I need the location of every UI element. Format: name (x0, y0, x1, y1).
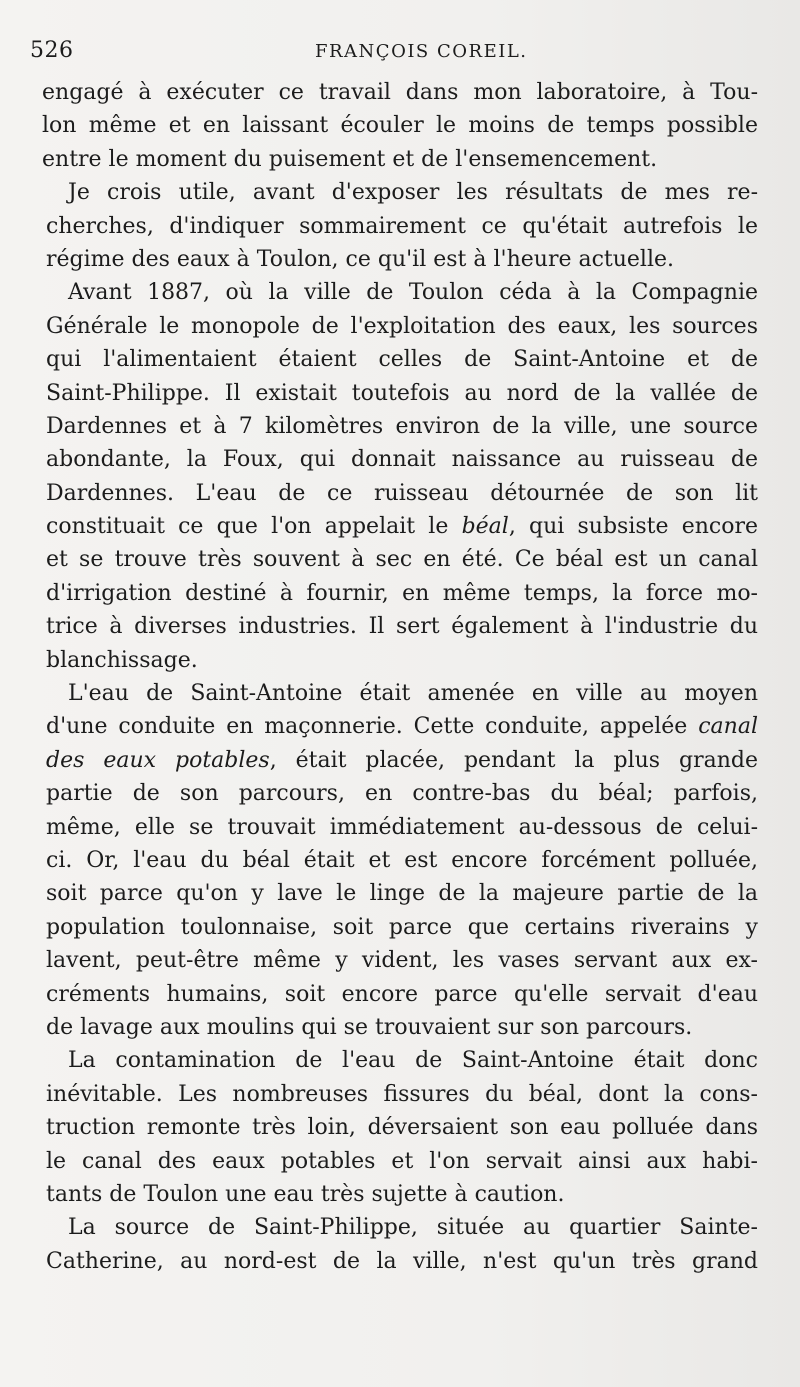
text-line: d'irrigation destiné à fournir, en même temps, la force mo- (46, 580, 758, 606)
page-number: 526 (30, 38, 74, 63)
text-line (46, 510, 758, 543)
text-line (46, 710, 758, 743)
text-line: même, elle se trouvait immédiatement au-dessous de celui- (46, 814, 758, 840)
running-head: FRANÇOIS COREIL. (315, 41, 528, 62)
text-line: Avant 1887, où la ville de Toulon céda à la Compagnie (68, 280, 758, 306)
italic-term: canal (698, 714, 758, 740)
text-line: entre le moment du puisement et de l'ensemencement. (42, 146, 658, 172)
page-header (30, 38, 770, 68)
italic-term: des eaux potables (46, 747, 270, 773)
text-line: de lavage aux moulins qui se trouvaient sur son parcours. (46, 1014, 693, 1040)
text-line: Catherine, au nord-est de la ville, n'est qu'un très grand (46, 1248, 758, 1274)
text-line: tants de Toulon une eau très sujette à caution. (46, 1181, 565, 1207)
text-segment: , qui subsiste encore (508, 514, 758, 540)
text-line: La source de Saint-Philippe, située au quartier Sainte- (68, 1215, 758, 1241)
text-line: régime des eaux à Toulon, ce qu'il est à l'heure actuelle. (46, 246, 675, 272)
text-line: Dardennes. L'eau de ce ruisseau détournée de son lit (46, 480, 758, 506)
text-line: La contamination de l'eau de Saint-Antoine était donc (68, 1048, 758, 1074)
text-line: et se trouve très souvent à sec en été. Ce béal est un canal (46, 547, 758, 573)
text-line: soit parce qu'on y lave le linge de la majeure partie de la (46, 881, 758, 907)
text-line: Générale le monopole de l'exploitation des eaux, les sources (46, 313, 758, 339)
text-line: qui l'alimentaient étaient celles de Saint-Antoine et de (46, 347, 758, 373)
text-line: Saint-Philippe. Il existait toutefois au nord de la vallée de (46, 380, 758, 406)
text-line: truction remonte très loin, déversaient son eau polluée dans (46, 1115, 758, 1141)
text-line: L'eau de Saint-Antoine était amenée en ville au moyen (68, 681, 758, 707)
text-line: inévitable. Les nombreuses fissures du béal, dont la cons- (46, 1081, 758, 1107)
text-segment: d'une conduite en maçonnerie. Cette conduite, appelée (46, 714, 688, 740)
text-line: le canal des eaux potables et l'on servait ainsi aux habi- (46, 1148, 758, 1174)
body-text (42, 76, 758, 1278)
text-line: population toulonnaise, soit parce que certains riverains y (46, 914, 758, 940)
text-line: cherches, d'indiquer sommairement ce qu'était autrefois le (46, 213, 758, 239)
text-line: engagé à exécuter ce travail dans mon laboratoire, à Tou- (42, 80, 758, 105)
text-line: trice à diverses industries. Il sert également à l'industrie du (46, 614, 758, 640)
italic-term: béal (461, 514, 509, 540)
text-line: partie de son parcours, en contre-bas du béal; parfois, (46, 781, 758, 807)
text-segment: , était placée, pendant la plus grande (269, 747, 758, 773)
text-line: abondante, la Foux, qui donnait naissance au ruisseau de (46, 447, 758, 473)
text-line: Dardennes et à 7 kilomètres environ de la ville, une source (46, 413, 758, 439)
text-line: ci. Or, l'eau du béal était et est encore forcément polluée, (46, 847, 758, 873)
text-line: lavent, peut-être même y vident, les vases servant aux ex- (46, 948, 758, 974)
text-line (46, 744, 758, 777)
text-segment: constituait ce que l'on appelait le (46, 514, 449, 540)
text-line: lon même et en laissant écouler le moins de temps possible (42, 113, 758, 139)
text-line: blanchissage. (46, 647, 198, 673)
text-line: créments humains, soit encore parce qu'elle servait d'eau (46, 981, 758, 1007)
text-line: Je crois utile, avant d'exposer les résultats de mes re- (68, 180, 758, 206)
